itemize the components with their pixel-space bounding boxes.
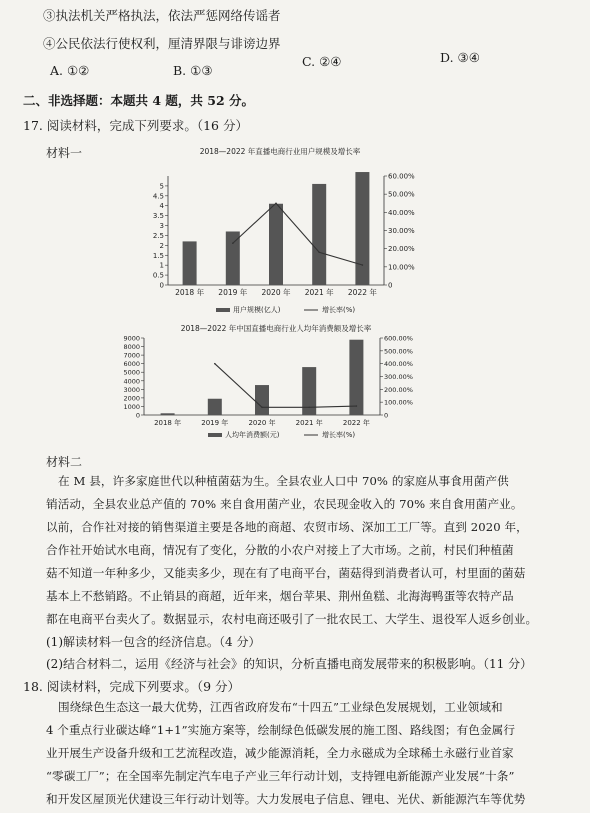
material2-line: 都在电商平台卖火了。数据显示，农村电商还吸引了一批农民工、大学生、退役军人返乡创业。 (46, 612, 538, 626)
left-tick-label: 8000 (123, 343, 140, 352)
x-tick-label: 2022 年 (347, 288, 377, 297)
left-tick-label: 2000 (123, 394, 140, 403)
left-tick-label: 4000 (123, 377, 140, 386)
growth-line (215, 364, 357, 408)
material2-line: 以前，合作社对接的销售渠道主要是各地的商超、农贸市场、深加工工厂等。直到 2020 年， (46, 520, 528, 534)
section-title: 二、非选择题：本题共 4 题，共 52 分。 (23, 93, 255, 108)
chart2-legend-bar-swatch (208, 433, 222, 437)
x-tick-label: 2019 年 (218, 288, 248, 297)
chart1-legend-bar-label: 用户规模(亿人) (233, 306, 281, 314)
right-tick-label: 40.00% (388, 208, 415, 217)
q18-line: “零碳工厂”；在全国率先制定汽车电子产业三年行动计划，支持锂电新能源产业发展“十条” (46, 769, 515, 783)
chart1-title: 2018—2022 年直播电商行业用户规模及增长率 (199, 147, 361, 156)
q17-sub2: (2)结合材料二，运用《经济与社会》的知识，分析直播电商发展带来的积极影响。（11 分） (46, 657, 533, 671)
q17-sub1: (1)解读材料一包含的经济信息。（4 分） (46, 635, 261, 649)
x-tick-label: 2020 年 (248, 419, 276, 427)
bar (255, 385, 269, 415)
x-tick-label: 2018 年 (175, 288, 205, 297)
choice-a: A. ①② (50, 63, 90, 78)
chart1-legend-line-label: 增长率(%) (322, 306, 356, 314)
right-tick-label: 30.00% (388, 227, 415, 235)
right-tick-label: 0 (388, 281, 393, 290)
material2-paragraph (46, 476, 558, 626)
left-tick-label: 1.5 (152, 251, 164, 260)
right-tick-label: 60.00% (388, 172, 415, 181)
right-tick-label: 300.00% (384, 373, 413, 381)
material1-label: 材料一 (46, 146, 83, 160)
chart-per-capita-spending (108, 320, 444, 445)
right-tick-label: 500.00% (384, 347, 413, 356)
material2-line: 菇不知道一年种多少，又能卖多少，现在有了电商平台，菌菇得到消费者认可，村里面的菌菇 (46, 566, 526, 580)
right-tick-label: 100.00% (384, 398, 413, 407)
chart2-legend-bar-label: 人均年消费额(元) (225, 431, 280, 439)
x-tick-label: 2020 年 (261, 288, 291, 297)
x-tick-label: 2022 年 (342, 419, 370, 427)
left-tick-label: 7000 (123, 351, 140, 360)
bar (183, 241, 197, 285)
bar (226, 231, 240, 285)
material2-line: 在 M 县，许多家庭世代以种植菌菇为生。全县农业人口中 70% 的家庭从事食用菌产供 (58, 474, 509, 488)
left-tick-label: 5 (159, 182, 164, 191)
chart1-legend-bar-swatch (216, 308, 230, 312)
choice-b: B. ①③ (173, 63, 213, 78)
x-tick-label: 2021 年 (304, 288, 334, 297)
bar (349, 340, 363, 415)
right-tick-label: 600.00% (384, 334, 413, 343)
bar (269, 204, 283, 285)
q18-paragraph (46, 702, 558, 812)
left-tick-label: 1 (159, 261, 164, 270)
left-tick-label: 6000 (123, 360, 140, 369)
material2-line: 基本上不愁销路。不止销县的商超，近年来，烟台苹果、荆州鱼糕、北海海鸭蛋等农特产品 (46, 589, 514, 603)
left-tick-label: 1000 (123, 402, 140, 411)
x-tick-label: 2018 年 (154, 419, 182, 427)
left-tick-label: 0 (159, 281, 164, 290)
choice-d: D. ③④ (440, 50, 480, 65)
left-tick-label: 3000 (123, 385, 140, 394)
right-tick-label: 0 (384, 411, 389, 420)
growth-line (233, 203, 363, 265)
q18-line: 业开展生产设备升级和工艺流程改造，减少能源消耗，全力永磁成为全球稀土永磁行业首家 (46, 746, 514, 760)
right-tick-label: 50.00% (388, 190, 415, 199)
bar (312, 184, 326, 285)
material2-label: 材料二 (46, 455, 83, 469)
x-tick-label: 2019 年 (201, 419, 229, 427)
left-tick-label: 3 (159, 222, 164, 231)
left-tick-label: 4 (159, 202, 164, 211)
left-tick-label: 5000 (123, 368, 140, 377)
q17-heading: 17. 阅读材料，完成下列要求。（16 分） (23, 118, 248, 133)
material2-line: 销活动，全县农业总产值的 70% 来自食用菌产业，农民现金收入的 70% 来自食用菌产业。 (46, 497, 523, 511)
left-tick-label: 3.5 (152, 212, 164, 221)
left-tick-label: 0 (135, 411, 140, 420)
bar (161, 413, 175, 415)
right-tick-label: 200.00% (384, 385, 413, 394)
left-tick-label: 2.5 (152, 231, 164, 240)
q18-heading: 18. 阅读材料，完成下列要求。（9 分） (23, 679, 241, 694)
bar (355, 172, 369, 285)
option-3-text: ③执法机关严格执法，依法严惩网络传谣者 (43, 8, 281, 23)
option-4-text: ④公民依法行使权利，厘清界限与诽谤边界 (43, 36, 281, 51)
material2-line: 合作社开始试水电商，情况有了变化，分散的小农户对接上了大市场。之前，村民们种植菌 (46, 543, 514, 557)
q18-line: 和开发区屋顶光伏建设三年行动计划等。大力发展电子信息、锂电、光伏、新能源汽车等优势 (46, 792, 526, 806)
left-tick-label: 2 (159, 241, 164, 250)
q18-line: 围绕绿色生态这一最大优势，江西省政府发布“十四五”工业绿色发展规划，工业领域和 (58, 700, 503, 714)
chart2-title: 2018—2022 年中国直播电商行业人均年消费额及增长率 (180, 324, 372, 333)
chart-user-scale (120, 140, 440, 320)
left-tick-label: 9000 (123, 334, 140, 343)
right-tick-label: 10.00% (388, 263, 415, 272)
chart2-legend-line-label: 增长率(%) (322, 431, 356, 439)
q18-line: 4 个重点行业碳达峰“1+1”实施方案等，绘制绿色低碳发展的施工图、路线图；有色金属行 (46, 723, 516, 737)
x-tick-label: 2021 年 (295, 419, 323, 427)
right-tick-label: 20.00% (388, 245, 415, 254)
left-tick-label: 0.5 (152, 271, 164, 280)
bar (208, 399, 222, 415)
right-tick-label: 400.00% (384, 360, 413, 369)
choice-c: C. ②④ (302, 54, 342, 69)
left-tick-label: 4.5 (152, 192, 164, 201)
